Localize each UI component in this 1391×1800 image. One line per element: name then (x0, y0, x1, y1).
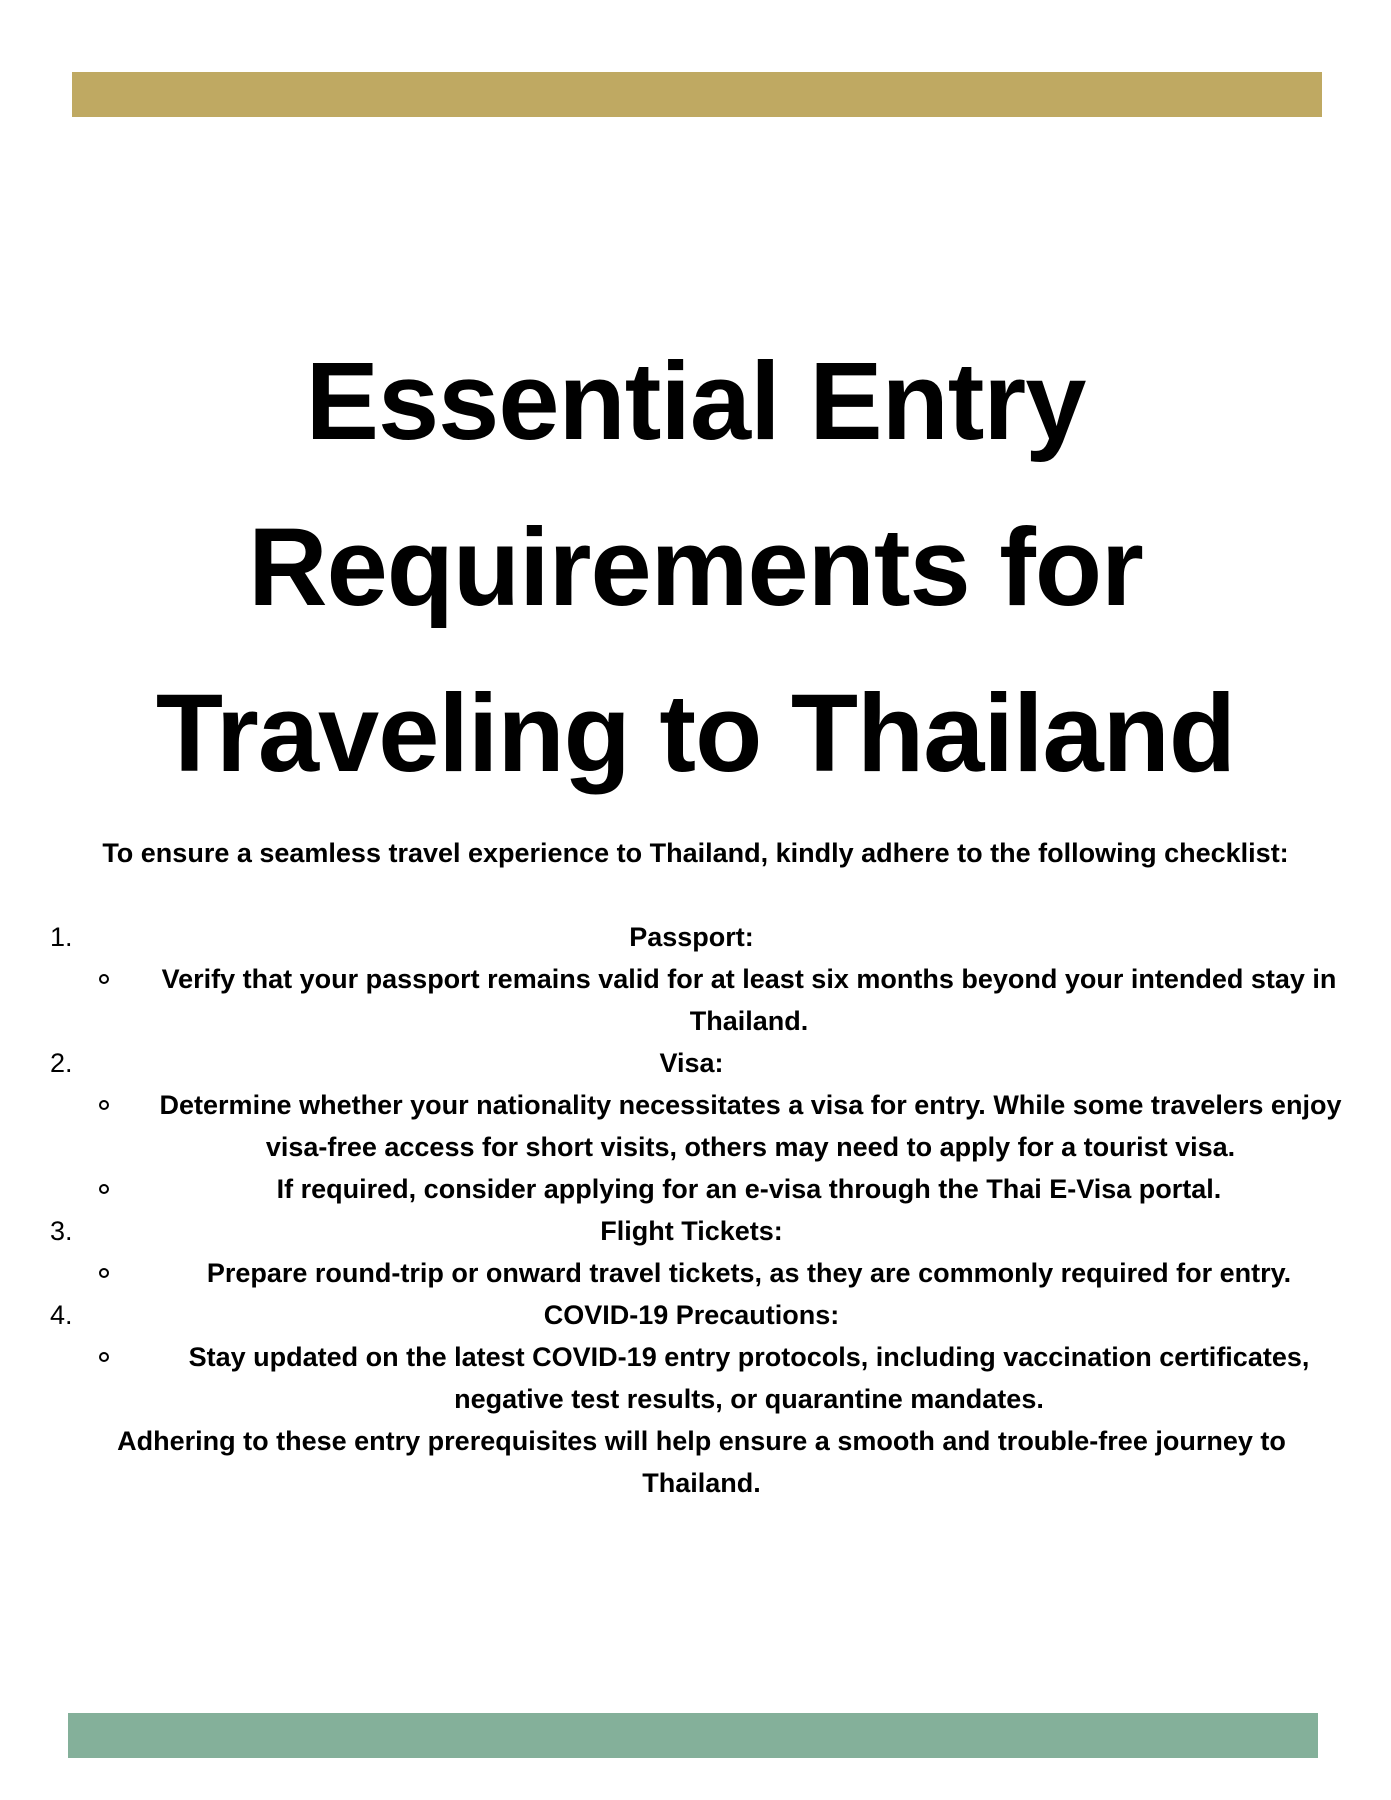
point-text: Verify that your passport remains valid for at least six months beyond your intended stay in Thailand. (161, 964, 1337, 1036)
item-heading: Visa: (659, 1048, 724, 1078)
intro-text: To ensure a seamless travel experience to Thailand, kindly adhere to the following checklist: (102, 838, 1289, 868)
top-accent-bar (72, 72, 1322, 117)
list-item (0, 958, 1391, 1042)
item-number: 3. (50, 1216, 73, 1246)
item-heading: Passport: (629, 922, 754, 952)
list-item (0, 1084, 1391, 1168)
point-text: Stay updated on the latest COVID-19 entry protocols, including vaccination certificates, negative test results, or quarantine mandates. (188, 1342, 1310, 1414)
point-text: If required, consider applying for an e-visa through the Thai E-Visa portal. (276, 1174, 1222, 1204)
checklist-section (0, 832, 1391, 1504)
title-line-3: Traveling to Thailand (155, 671, 1236, 795)
list-item (0, 1336, 1391, 1420)
page-title (0, 319, 1391, 817)
item-heading: COVID-19 Precautions: (543, 1300, 840, 1330)
point-text: Determine whether your nationality necessitates a visa for entry. While some travelers enjoy visa-free access for short visits, others may need to apply for a tourist visa. (159, 1090, 1342, 1162)
checklist-item-covid (0, 1294, 1391, 1420)
item-number: 1. (50, 922, 73, 952)
hollow-bullet-icon (99, 1352, 109, 1362)
title-line-1: Essential Entry (305, 339, 1086, 463)
title-line-2: Requirements for (248, 505, 1143, 629)
checklist-item-flight-tickets (0, 1210, 1391, 1294)
closing-text: Adhering to these entry prerequisites will help ensure a smooth and trouble-free journey to Thailand. (117, 1426, 1286, 1498)
list-item (0, 1252, 1391, 1294)
checklist-item-visa (0, 1042, 1391, 1210)
bottom-accent-bar (68, 1713, 1318, 1758)
item-number: 4. (50, 1300, 73, 1330)
item-heading: Flight Tickets: (600, 1216, 783, 1246)
hollow-bullet-icon (99, 1100, 109, 1110)
hollow-bullet-icon (99, 1268, 109, 1278)
list-item (0, 1168, 1391, 1210)
point-text: Prepare round-trip or onward travel tickets, as they are commonly required for entry. (206, 1258, 1292, 1288)
checklist-item-passport (0, 916, 1391, 1042)
hollow-bullet-icon (99, 974, 109, 984)
item-number: 2. (50, 1048, 73, 1078)
hollow-bullet-icon (99, 1184, 109, 1194)
